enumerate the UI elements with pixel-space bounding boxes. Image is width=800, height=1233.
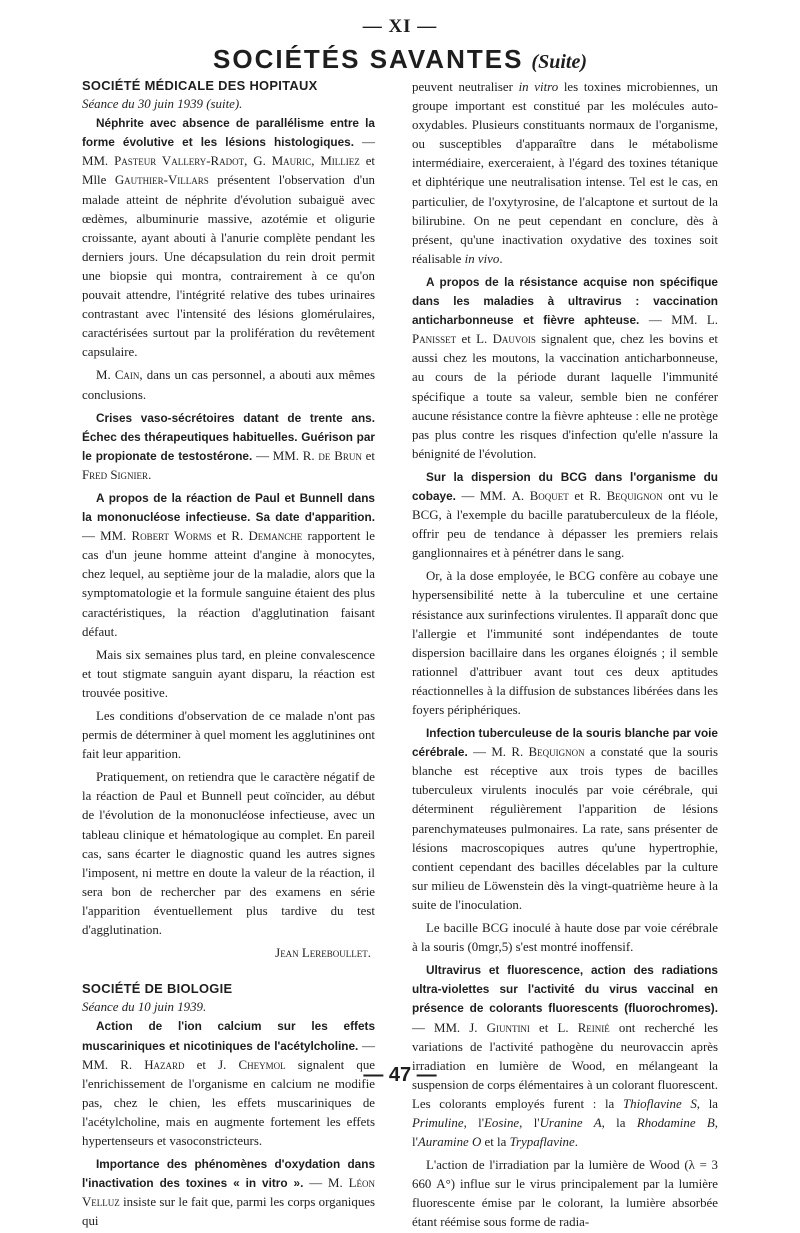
paragraph: Pratiquement, on retiendra que le caractère négatif de la réaction de Paul et Bunnell peut coïncider, au début de l'évolution de la mononucléose infectieuse, avec un tableau clinique et hématologique au complet. En pareil cas, sans écarter le diagnostic quand les autres signes l'imposent, ni mettre en doute la valeur de la réaction, il sera bon de rechercher par des examens en série l'apparition éventuellement plus tardive du test d'agglutination. [82,770,375,938]
masthead-suite: (Suite) [531,51,587,73]
article-title: Importance des phénomènes d'oxydation dans l'inactivation des toxines « in vitro ». [82,1157,375,1191]
paragraph: L'action de l'irradiation par la lumière de Wood (λ = 3 660 A°) influe sur le virus principalement par la lumière fluorescente émise par le colorant, la lumière absorbée étant réémise sous forme de radia- [412,1158,718,1230]
article-body: , dans un cas personnel, a abouti aux mêmes conclusions. [82,368,375,402]
author-name: L. Panisset [412,313,718,347]
left-column [82,76,375,1231]
author-name: R. Bequignon [511,745,585,760]
author-name: Fred Signier [82,467,149,482]
page-number: — 47 — [363,1064,437,1086]
author-name: R. Bequignon [589,488,663,503]
author-name: A. Boquet [511,488,569,503]
article-oxydation-cont: peuvent neutraliser in vitro les toxines microbiennes, un groupe important est constitué par les molécules auto-oxydables. Plusieurs constituants normaux de l'organisme, ou susceptibles d'apparaître dans le métabolisme intermédiaire, exerceraient, à l'égard des toxines tétanique et diphtérique une neutralisation intense. Tel est le cas, en particulier, de l'oxytyrosine, de l'alcaptone et surtout de la bilirubine. On ne peut cependant en conclure, dès à présent, qu'une inactivation oxydative des toxines soit réalisable in vivo. [412,80,718,266]
article-body: les toxines microbiennes, un groupe important est constitué par les molécules auto-oxydables. Plusieurs constituants normaux de l'organisme, ou susceptibles d'apparaître dans le métabolisme intermédiaire, exerceraient, à l'égard des toxines tétanique et diphtérique une neutralisation intense. Tel est le cas, en particulier, de l'oxytyrosine, de l'alcaptone et surtout de la bilirubine. On ne peut cependant en conclure, dès à présent, qu'une inactivation oxydative des toxines soit réalisable [412,80,718,266]
article-body: signalent que l'enrichissement de l'organisme en calcium ne modifie pas, chez le chien, les effets muscariniques de l'acétylcholine, mais en augmente fortement les effets hypertenseurs et vasoconstricteurs. [82,1057,375,1148]
article-body: insiste sur le fait que, parmi les corps organiques qui [82,1195,375,1229]
article-body: rapportent le cas d'un jeune homme atteint d'angine à monocytes, chez lequel, au septième jour de la maladie, alors que la symptomatologie et la formule sanguine étaient des plus caractéristiques, la réaction d'agglutination faisant défaut. [82,529,375,639]
article-title: Sur la dispersion du BCG dans l'organisme du cobaye. [412,469,718,503]
author-name: J. Giuntini [469,1020,530,1035]
article-title: Infection tuberculeuse de la souris blanche par voie cérébrale. [412,726,718,760]
paragraph: Or, à la dose employée, le BCG confère au cobaye une hypersensibilité nette à la tuberculine et une certaine résistance aux surinfections virulentes. Il apparaît donc que l'allergie et l'immunité sont indépendantes de toute dispersion bacillaire dans les organes éloignés ; il semble rationnel d'attribuer avant tout ces deux aptitudes réactionnelles à la diffusion de substances libérées dans les foyers périphériques. [412,569,718,717]
article-oxydation: Importance des phénomènes d'oxydation dans l'inactivation des toxines « in vitro ». — M. Léon Velluz insiste sur le fait que, parmi les corps organiques qui [82,1157,375,1229]
author-name: G. Mauric [253,154,312,169]
dye-name: Thioflavine S [622,1096,697,1111]
dye-name: Trypaflavine [509,1135,575,1150]
article-resistance: A propos de la résistance acquise non spécifique dans les maladies à ultravirus : vaccination anticharbonneuse et fièvre aphteuse. — MM. L. Panisset et L. Dauvois signalent que, chez les bovins et aussi chez les moutons, la vaccination anticharbonneuse, au cours de la période durant laquelle l'immunité spécifique a toute sa valeur, semble bien ne conférer aucune résistance contre la fièvre aphteuse : elle ne protège pas plus contre les risques d'infection qu'elle n'assure la bénignité de l'évolution. [412,274,718,461]
author-name: Léon Velluz [82,1176,375,1210]
seance-date-biologie: Séance du 10 juin 1939. [82,1000,207,1015]
article-title: A propos de la réaction de Paul et Bunnell dans la mononucléose infectieuse. Sa date d'apparition. [82,490,375,525]
article-crises: Crises vaso-sécrétoires datant de trente ans. Échec des thérapeutiques habituelles. Guérison par le propionate de testostérone. — MM. R. de Brun et Fred Signier. [82,410,375,482]
article-nephrite: Néphrite avec absence de parallélisme entre la forme évolutive et les lésions histologiques. — MM. Pasteur Vallery-Radot, G. Mauric, Milliez et Mlle Gauthier-Villars présentent l'observation d'un malade atteint de néphrite d'évolution subaiguë avec œdèmes, albuminurie massive, azotémie et oligurie croissante, ayant abouti à l'anurie complète pendant les derniers jours. Une décapsulation du rein droit permit une biopsie qui montra, contrairement à ce qu'on pouvait attendre, l'intégrité relative des tubes urinaires contrastant avec l'intensité des lésions glomérulaires, caractérisées surtout par la prolifération du revêtement capsulaire. [82,116,375,360]
author-name: Milliez [320,154,360,169]
article-title: Crises vaso-sécrétoires datant de trente ans. Échec des thérapeutiques habituelles. Guérison par le propionate de testostérone. [82,410,375,463]
seance-date-hopitaux: Séance du 30 juin 1939 (suite). [82,97,243,112]
article-body: ont vu le BCG, à l'exemple du bacille paratuberculeux de la fléole, offrir peu de tendance à dépasser les premiers relais ganglionnaires et à pénétrer dans le sang. [412,488,718,561]
article-body: ont recherché les variations de l'activité pathogène du neurovaccin après irradiation en lumière de Wood, en mélangeant la suspension de corps élémentaires à un colorant fluorescent. Les colorants employés furent : la [412,1020,719,1111]
article-title: Action de l'ion calcium sur les effets muscariniques et nicotiniques de l'acétylcholine. [82,1019,375,1053]
dye-name: Primuline [412,1115,464,1130]
author-name: Pasteur Vallery-Radot [114,154,245,169]
dye-name: Uranine A [539,1115,602,1130]
section-title-hopitaux: SOCIÉTÉ MÉDICALE DES HOPITAUX [82,78,318,93]
article-title: A propos de la résistance acquise non spécifique dans les maladies à ultravirus : vaccination anticharbonneuse et fièvre aphteuse. [412,274,718,328]
article-fluorescence: Ultravirus et fluorescence, action des radiations ultra-violettes sur l'activité du virus vaccinal en présence de colorants fluorescents (fluorochromes). — MM. J. Giuntini et L. Reinié ont recherché les variations de l'activité pathogène du neurovaccin après irradiation en lumière de Wood, en mélangeant la suspension de corps élémentaires à un colorant fluorescent. Les colorants employés furent : la Thioflavine S, la Primuline, l'Eosine, l'Uranine A, la Rhodamine B, l'Auramine O et la Trypaflavine. [412,963,719,1150]
paragraph: Mais six semaines plus tard, en pleine convalescence et tout stigmate sanguin ayant disparu, la réaction est trouvée positive. [82,647,375,700]
article-souris: Infection tuberculeuse de la souris blanche par voie cérébrale. — M. R. Bequignon a constaté que la souris blanche est réceptive aux trois types de bacilles tuberculeux virulents inoculés par voie cérébrale, qui déterminent régulièrement l'apparition de lésions parenchymateuses pulmonaires. La rate, sans présenter de lésions macroscopiques autres qu'une hypertrophie, contient cependant des bacilles décelables par la culture sur milieu de Löwenstein dès la vingt-quatrième heure à la suite de l'inoculation. [412,726,718,912]
author-name: L. Dauvois [476,332,536,347]
article-body: présentent l'observation d'un malade atteint de néphrite d'évolution subaiguë avec œdèmes, albuminurie massive, azotémie et oligurie croissante, ayant abouti à l'anurie complète pendant les derniers jours. Une décapsulation du rein droit permit une biopsie qui montra, contrairement à ce qu'on pouvait attendre, l'intégrité relative des tubes urinaires contrastant avec l'intensité des lésions glomérulaires, caractérisées surtout par la prolifération du revêtement capsulaire. [82,173,375,360]
signature: Jean Lereboullet. [275,946,371,961]
dye-name: Eosine [484,1115,520,1130]
paragraph: Le bacille BCG inoculé à haute dose par voie cérébrale à la souris (0mgr,5) s'est montré inoffensif. [412,921,718,955]
article-body: signalent que, chez les bovins et aussi chez les moutons, la vaccination anticharbonneuse, au cours de la période durant laquelle l'immunité spécifique a toute sa valeur, semble bien ne conférer aucune résistance contre la fièvre aphteuse : elle ne protège pas plus contre les risques d'infection qu'elle n'assure la bénignité de l'évolution. [412,332,718,461]
author-name: J. Cheymol [218,1057,286,1072]
author-name: R. de Brun [302,448,362,463]
paragraph: Les conditions d'observation de ce malade n'ont pas permis de déterminer à quel moment les agglutinines ont fait leur apparition. [82,709,375,762]
masthead-title [0,44,800,75]
article-calcium: Action de l'ion calcium sur les effets muscariniques et nicotiniques de l'acétylcholine. — MM. R. Hazard et J. Cheymol signalent que l'enrichissement de l'organisme en calcium ne modifie pas, chez le chien, les effets muscariniques de l'acétylcholine, mais en augmente fortement les effets hypertenseurs et vasoconstricteurs. [82,1019,375,1148]
author-name: R. Demanche [231,529,303,544]
right-column [412,78,718,1233]
article-title: Ultravirus et fluorescence, action des radiations ultra-violettes sur l'activité du virus vaccinal en présence de colorants fluorescents (fluorochromes). [412,963,718,1016]
article-title: Néphrite avec absence de parallélisme entre la forme évolutive et les lésions histologiques. [82,116,375,150]
article-cain: M. Cain, dans un cas personnel, a abouti aux mêmes conclusions. [82,368,375,402]
section-title-biologie: SOCIÉTÉ DE BIOLOGIE [82,981,233,997]
author-name: L. Reinié [557,1020,610,1035]
author-name: Robert Worms [131,529,212,544]
dye-name: Auramine O [417,1135,482,1150]
article-body: a constaté que la souris blanche est réceptive aux trois types de bacilles tuberculeux virulents inoculés par voie cérébrale, qui déterminent régulièrement l'apparition de lésions parenchymateuses pulmonaires. La rate, sans présenter de lésions macroscopiques autres qu'une hypertrophie, contient cependant des bacilles décelables par la culture sur milieu de Löwenstein dès la vingt-quatrième heure à la suite de l'inoculation. [412,745,718,912]
dye-name: Rhodamine B [636,1115,715,1130]
author-name: Cain [114,368,140,383]
article-bcg: Sur la dispersion du BCG dans l'organisme du cobaye. — MM. A. Boquet et R. Bequignon ont vu le BCG, à l'exemple du bacille paratuberculeux de la fléole, offrir peu de tendance à dépasser les premiers relais ganglionnaires et à pénétrer dans le sang. [412,469,718,561]
masthead-text: SOCIÉTÉS SAVANTES [213,44,524,74]
author-name: R. Hazard [120,1057,185,1072]
article-paul-bunnell: A propos de la réaction de Paul et Bunnell dans la mononucléose infectieuse. Sa date d'apparition. — MM. Robert Worms et R. Demanche rapportent le cas d'un jeune homme atteint d'angine à monocytes, chez lequel, au septième jour de la maladie, alors que la symptomatologie et la formule sanguine étaient des plus caractéristiques, la réaction d'agglutination faisant défaut. [82,490,375,639]
roman-folio: — XI — [362,16,438,37]
author-name: Gauthier-Villars [114,173,209,188]
